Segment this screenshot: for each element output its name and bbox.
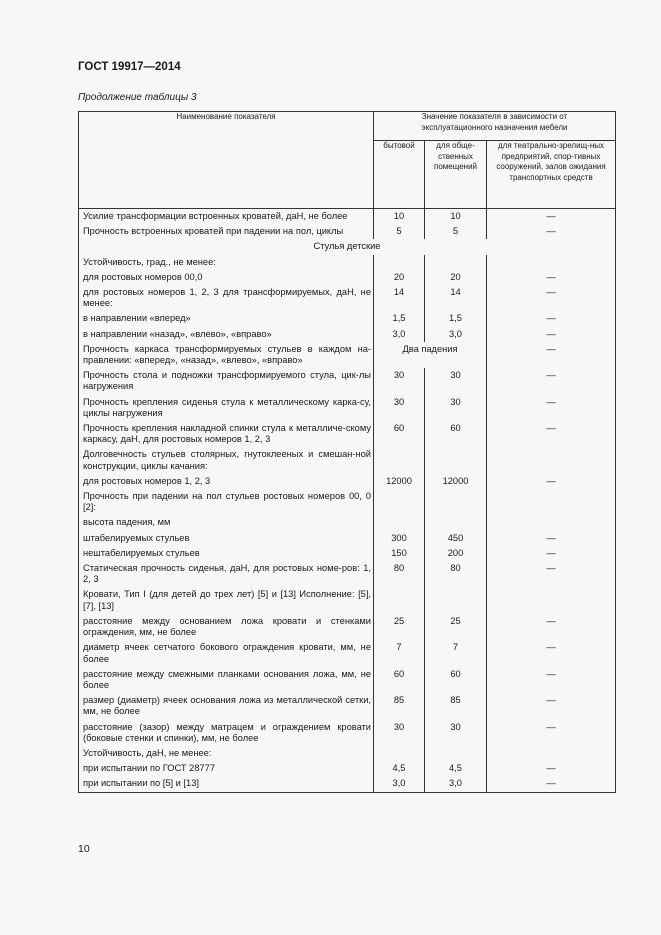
value-household: 1,5	[374, 311, 425, 326]
value-theater	[487, 447, 616, 473]
value-household: 3,0	[374, 776, 425, 792]
page-number: 10	[78, 843, 90, 855]
table-caption: Продолжение таблицы 3	[78, 92, 197, 103]
value-household: 30	[374, 368, 425, 394]
col-header-household: бытовой	[374, 141, 425, 209]
value-household: 85	[374, 693, 425, 719]
value-public: 60	[425, 421, 487, 447]
row-name: для ростовых номеров 00,0	[79, 270, 374, 285]
value-public: 5	[425, 224, 487, 239]
value-public: 30	[425, 368, 487, 394]
value-public: 25	[425, 614, 487, 640]
value-theater: —	[487, 209, 616, 225]
table-row	[79, 693, 616, 719]
table-row	[79, 561, 616, 587]
value-theater: —	[487, 546, 616, 561]
value-public: 85	[425, 693, 487, 719]
value-theater: —	[487, 368, 616, 394]
value-public: 12000	[425, 474, 487, 489]
row-name: Прочность крепления сиденья стула к металлическому карка-су, циклы нагружения	[79, 395, 374, 421]
value-public: 60	[425, 667, 487, 693]
table-row	[79, 255, 616, 270]
row-name: Устойчивость, даН, не менее:	[79, 746, 374, 761]
value-household: 3,0	[374, 327, 425, 342]
row-name: расстояние между основанием ложа кровати и стенками ограждения, мм, не более	[79, 614, 374, 640]
value-theater: —	[487, 614, 616, 640]
value-theater: —	[487, 640, 616, 666]
row-name: Устойчивость, град., не менее:	[79, 255, 374, 270]
section-row-group	[79, 239, 616, 254]
value-public	[425, 587, 487, 613]
table-row	[79, 489, 616, 515]
value-theater: —	[487, 776, 616, 792]
value-household: 60	[374, 421, 425, 447]
value-public: 200	[425, 546, 487, 561]
value-theater: —	[487, 693, 616, 719]
value-public	[425, 515, 487, 530]
value-public: 7	[425, 640, 487, 666]
row-name: диаметр ячеек сетчатого бокового ограждения кровати, мм, не более	[79, 640, 374, 666]
table-row	[79, 224, 616, 239]
row-name: в направлении «вперед»	[79, 311, 374, 326]
value-theater: —	[487, 667, 616, 693]
value-public: 10	[425, 209, 487, 225]
table-row	[79, 587, 616, 613]
row-name: Прочность стола и подножки трансформируемого стула, цик-лы нагружения	[79, 368, 374, 394]
row-name: Статическая прочность сиденья, даН, для ростовых номе-ров: 1, 2, 3	[79, 561, 374, 587]
value-public: 450	[425, 531, 487, 546]
value-household	[374, 447, 425, 473]
value-public: 80	[425, 561, 487, 587]
value-public: 3,0	[425, 776, 487, 792]
value-theater: —	[487, 395, 616, 421]
value-household: 60	[374, 667, 425, 693]
row-name: Прочность каркаса трансформируемых стульев в каждом на-правлении: «вперед», «назад», «влево», «вправо»	[79, 342, 374, 368]
table-row	[79, 720, 616, 746]
table-row	[79, 209, 616, 225]
row-name: Прочность крепления накладной спинки стула к металличе-скому каркасу, даН, для ростовых номеров 1, 2, 3	[79, 421, 374, 447]
document-title: ГОСТ 19917—2014	[78, 61, 181, 73]
row-name: Кровати, Тип I (для детей до трех лет) [5] и [13] Исполнение: [5], [7], [13]	[79, 587, 374, 613]
table-row	[79, 395, 616, 421]
value-theater	[487, 515, 616, 530]
value-theater: —	[487, 474, 616, 489]
col-header-group: Значение показателя в зависимости от эксплуатационного назначения мебели	[374, 112, 616, 141]
table-row	[79, 447, 616, 473]
value-theater: —	[487, 224, 616, 239]
value-theater: —	[487, 327, 616, 342]
value-public: 30	[425, 720, 487, 746]
value-theater: —	[487, 421, 616, 447]
value-household: 4,5	[374, 761, 425, 776]
row-name: для ростовых номеров 1, 2, 3	[79, 474, 374, 489]
value-public: 1,5	[425, 311, 487, 326]
value-household: 10	[374, 209, 425, 225]
value-public: 20	[425, 270, 487, 285]
row-name: Долговечность стульев столярных, гнутоклееных и смешан-ной конструкции, циклы качания:	[79, 447, 374, 473]
value-public: 14	[425, 285, 487, 311]
row-name: высота падения, мм	[79, 515, 374, 530]
value-public: 3,0	[425, 327, 487, 342]
table-body-top	[79, 209, 616, 240]
table-row	[79, 546, 616, 561]
value-public: 4,5	[425, 761, 487, 776]
table-row	[79, 327, 616, 342]
value-household: 150	[374, 546, 425, 561]
row-name: в направлении «назад», «влево», «вправо»	[79, 327, 374, 342]
table-row	[79, 311, 616, 326]
row-value-span: Два падения	[374, 342, 487, 368]
value-theater: —	[487, 285, 616, 311]
value-household: 30	[374, 720, 425, 746]
table-row	[79, 421, 616, 447]
row-name: штабелируемых стульев	[79, 531, 374, 546]
value-household: 25	[374, 614, 425, 640]
value-household: 300	[374, 531, 425, 546]
value-theater: —	[487, 720, 616, 746]
value-theater	[487, 746, 616, 761]
value-household: 30	[374, 395, 425, 421]
col-header-name: Наименование показателя	[79, 112, 374, 209]
value-public	[425, 255, 487, 270]
table-row	[79, 270, 616, 285]
value-theater: —	[487, 342, 616, 368]
row-name: для ростовых номеров 1, 2, 3 для трансформируемых, даН, не менее:	[79, 285, 374, 311]
table-row	[79, 640, 616, 666]
table-row	[79, 285, 616, 311]
value-public	[425, 489, 487, 515]
properties-table	[78, 111, 616, 793]
section-label: Стулья детские	[79, 239, 616, 254]
value-household	[374, 515, 425, 530]
value-household	[374, 255, 425, 270]
value-public	[425, 447, 487, 473]
table-row	[79, 761, 616, 776]
table-row	[79, 368, 616, 394]
row-name: расстояние (зазор) между матрацем и ограждением кровати (боковые стенки и спинки), мм, не более	[79, 720, 374, 746]
table-row	[79, 746, 616, 761]
col-header-public: для обще-ственных помещений	[425, 141, 487, 209]
row-name: при испытании по [5] и [13]	[79, 776, 374, 792]
table-row	[79, 776, 616, 792]
value-household	[374, 587, 425, 613]
value-theater: —	[487, 531, 616, 546]
col-header-theater: для театрально-зрелищ-ных предприятий, спор-тивных сооружений, залов ожидания транспортных средств	[487, 141, 616, 209]
table-row	[79, 614, 616, 640]
row-name: Прочность при падении на пол стульев ростовых номеров 00, 0 [2]:	[79, 489, 374, 515]
table-row	[79, 667, 616, 693]
row-name: нештабелируемых стульев	[79, 546, 374, 561]
row-name: расстояние между смежными планками основания ложа, мм, не более	[79, 667, 374, 693]
table-row	[79, 515, 616, 530]
row-name: Усилие трансформации встроенных кроватей, даН, не более	[79, 209, 374, 225]
value-household: 20	[374, 270, 425, 285]
value-public: 30	[425, 395, 487, 421]
value-household: 12000	[374, 474, 425, 489]
value-theater: —	[487, 561, 616, 587]
value-theater: —	[487, 311, 616, 326]
value-theater: —	[487, 761, 616, 776]
value-public	[425, 746, 487, 761]
value-household: 5	[374, 224, 425, 239]
row-name: Прочность встроенных кроватей при падении на пол, циклы	[79, 224, 374, 239]
value-household: 7	[374, 640, 425, 666]
value-theater	[487, 587, 616, 613]
row-name: при испытании по ГОСТ 28777	[79, 761, 374, 776]
row-name: размер (диаметр) ячеек основания ложа из металлической сетки, мм, не более	[79, 693, 374, 719]
value-household: 80	[374, 561, 425, 587]
value-household: 14	[374, 285, 425, 311]
table-row	[79, 342, 616, 368]
value-theater	[487, 255, 616, 270]
table-row	[79, 474, 616, 489]
value-household	[374, 746, 425, 761]
value-household	[374, 489, 425, 515]
value-theater	[487, 489, 616, 515]
table-body-main	[79, 255, 616, 792]
table-row	[79, 531, 616, 546]
value-theater: —	[487, 270, 616, 285]
